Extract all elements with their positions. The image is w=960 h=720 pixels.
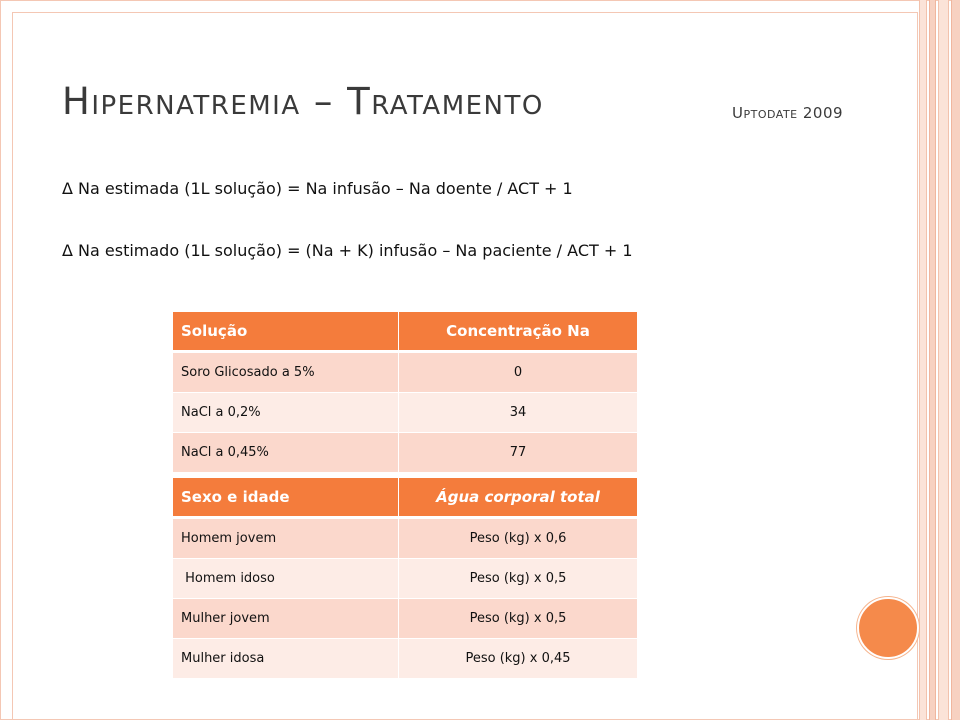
- table-cell: 34: [399, 393, 638, 433]
- table-cell: NaCl a 0,45%: [173, 433, 399, 473]
- slide-title: Hipernatremia – Tratamento: [62, 80, 544, 123]
- table-row: [173, 352, 637, 393]
- table-cell: Soro Glicosado a 5%: [173, 352, 399, 393]
- table-header-row: [173, 312, 637, 352]
- decorative-stripe: [919, 0, 927, 720]
- body-water-table: [173, 478, 637, 679]
- column-header: Água corporal total: [399, 478, 638, 518]
- table-cell: Peso (kg) x 0,45: [399, 639, 638, 679]
- table-cell: Peso (kg) x 0,5: [399, 599, 638, 639]
- table-cell: Peso (kg) x 0,6: [399, 518, 638, 559]
- column-header: Sexo e idade: [173, 478, 399, 518]
- column-header: Concentração Na: [399, 312, 638, 352]
- table-row: [173, 433, 637, 473]
- table-cell: Homem jovem: [173, 518, 399, 559]
- decorative-stripe: [938, 0, 949, 720]
- decorative-circle: [857, 597, 919, 659]
- slide-subtitle: Uptodate 2009: [732, 104, 844, 122]
- table-row: [173, 393, 637, 433]
- table-row: [173, 518, 637, 559]
- table-cell: 77: [399, 433, 638, 473]
- table-cell: NaCl a 0,2%: [173, 393, 399, 433]
- decorative-stripe: [951, 0, 960, 720]
- solutions-table: [173, 312, 637, 473]
- table-cell: Homem idoso: [173, 559, 399, 599]
- decorative-stripe: [929, 0, 936, 720]
- column-header: Solução: [173, 312, 399, 352]
- formula-na-estimada: Δ Na estimada (1L solução) = Na infusão – Na doente / ACT + 1: [62, 179, 573, 198]
- table-row: [173, 559, 637, 599]
- table-row: [173, 639, 637, 679]
- table-cell: Mulher jovem: [173, 599, 399, 639]
- table-header-row: [173, 478, 637, 518]
- table-cell: Mulher idosa: [173, 639, 399, 679]
- table-cell: 0: [399, 352, 638, 393]
- formula-na-estimado: Δ Na estimado (1L solução) = (Na + K) infusão – Na paciente / ACT + 1: [62, 241, 633, 260]
- table-cell: Peso (kg) x 0,5: [399, 559, 638, 599]
- table-row: [173, 599, 637, 639]
